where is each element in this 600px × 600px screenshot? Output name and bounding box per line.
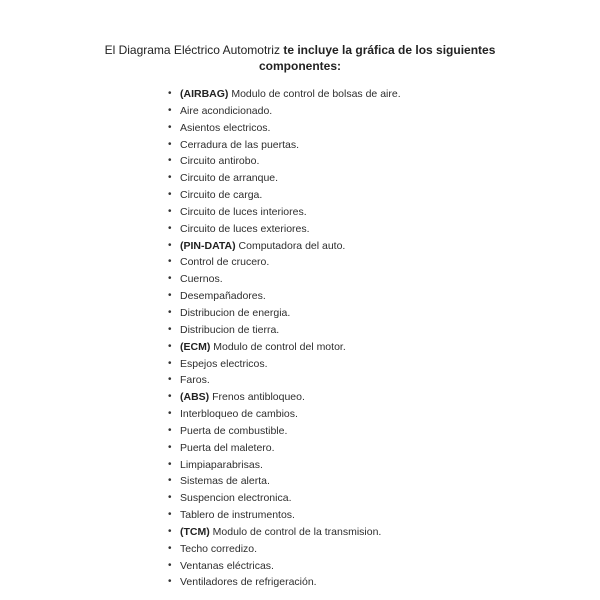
list-item <box>166 574 401 591</box>
bullet-icon: • <box>168 525 172 537</box>
component-name: Aire acondicionado. <box>180 104 273 117</box>
list-item <box>166 170 401 187</box>
bullet-icon: • <box>168 88 172 99</box>
component-name: Puerta del maletero. <box>180 441 275 454</box>
component-name: Ventiladores de refrigeración. <box>180 576 317 589</box>
component-name: Desempañadores. <box>180 290 266 303</box>
bullet-icon: • <box>168 256 172 268</box>
bullet-icon: • <box>168 273 172 285</box>
list-item <box>166 187 401 204</box>
component-name: Ventanas eléctricas. <box>180 559 274 572</box>
component-name: Distribucion de tierra. <box>180 323 280 336</box>
list-item <box>166 271 401 288</box>
list-item <box>166 490 401 507</box>
bullet-icon: • <box>168 559 172 571</box>
list-item <box>166 473 401 490</box>
intro-bold-text-line2: componentes: <box>258 59 341 73</box>
component-name: Modulo de control de bolsas de aire. <box>231 88 401 100</box>
bullet-icon: • <box>168 290 172 302</box>
bullet-icon: • <box>168 155 172 167</box>
list-item <box>166 440 401 457</box>
list-item <box>166 356 401 373</box>
component-name: Circuito de luces exteriores. <box>180 222 310 235</box>
list-item <box>166 372 401 389</box>
component-code: (ABS) <box>180 391 210 404</box>
list-item <box>166 288 401 305</box>
list-item <box>166 524 401 541</box>
bullet-icon: • <box>168 189 172 201</box>
bullet-icon: • <box>168 391 172 403</box>
list-item <box>166 423 401 440</box>
component-name: Puerta de combustible. <box>180 424 288 437</box>
list-item <box>166 254 401 271</box>
list-item <box>166 221 401 238</box>
bullet-icon: • <box>168 424 172 436</box>
intro-plain-text: El Diagrama Eléctrico Automotriz <box>104 43 280 57</box>
list-item <box>166 86 401 103</box>
bullet-icon: • <box>168 222 172 234</box>
list-item <box>166 339 401 356</box>
component-name: Cuernos. <box>180 273 223 286</box>
list-item <box>166 389 401 406</box>
component-code: (TCM) <box>180 525 210 538</box>
bullet-icon: • <box>168 458 172 470</box>
bullet-icon: • <box>168 475 172 487</box>
bullet-icon: • <box>168 408 172 420</box>
bullet-icon: • <box>168 357 172 369</box>
list-item <box>166 204 401 221</box>
component-name: Modulo de control de la transmision. <box>212 525 382 538</box>
component-name: Circuito de arranque. <box>180 172 279 185</box>
list-item <box>166 541 401 558</box>
component-name: Interbloqueo de cambios. <box>180 408 298 421</box>
component-name: Sistemas de alerta. <box>180 475 270 488</box>
component-name: Asientos electricos. <box>180 121 271 134</box>
component-name: Faros. <box>180 374 210 387</box>
bullet-icon: • <box>168 172 172 184</box>
component-name: Circuito antirobo. <box>180 155 260 168</box>
bullet-icon: • <box>168 492 172 504</box>
component-code: (ECM) <box>180 340 211 353</box>
bullet-icon: • <box>168 323 172 335</box>
list-item <box>166 120 401 137</box>
component-name: Computadora del auto. <box>238 239 346 252</box>
intro-bold-text: te incluye la gráfica de los siguientes <box>283 43 496 57</box>
component-name: Modulo de control del motor. <box>213 340 346 353</box>
bullet-icon: • <box>168 441 172 453</box>
list-item <box>166 238 401 255</box>
component-code: (PIN-DATA) <box>180 239 236 252</box>
bullet-icon: • <box>168 576 172 588</box>
bullet-icon: • <box>168 340 172 352</box>
component-name: Tablero de instrumentos. <box>180 509 295 522</box>
list-item <box>166 305 401 322</box>
list-item <box>166 507 401 524</box>
list-item <box>166 406 401 423</box>
bullet-icon: • <box>168 239 172 251</box>
component-name: Circuito de luces interiores. <box>180 205 307 218</box>
list-item <box>166 103 401 120</box>
component-name: Cerradura de las puertas. <box>180 138 300 151</box>
list-item <box>166 558 401 575</box>
list-item <box>166 153 401 170</box>
component-name: Control de crucero. <box>180 256 270 269</box>
bullet-icon: • <box>168 205 172 217</box>
intro-paragraph <box>0 42 600 74</box>
bullet-icon: • <box>168 542 172 554</box>
component-name: Frenos antibloqueo. <box>212 391 305 404</box>
component-list <box>166 86 401 591</box>
list-item <box>166 137 401 154</box>
component-name: Distribucion de energia. <box>180 306 291 319</box>
list-item <box>166 322 401 339</box>
component-name: Techo corredizo. <box>180 542 258 555</box>
component-name: Limpiaparabrisas. <box>180 458 263 471</box>
component-name: Suspencion electronica. <box>180 492 292 505</box>
bullet-icon: • <box>168 306 172 318</box>
list-item <box>166 457 401 474</box>
component-name: Espejos electricos. <box>180 357 268 370</box>
component-code: (AIRBAG) <box>180 88 229 100</box>
bullet-icon: • <box>168 374 172 386</box>
component-name: Circuito de carga. <box>180 189 263 202</box>
bullet-icon: • <box>168 509 172 521</box>
bullet-icon: • <box>168 104 172 116</box>
bullet-icon: • <box>168 138 172 150</box>
bullet-icon: • <box>168 121 172 133</box>
